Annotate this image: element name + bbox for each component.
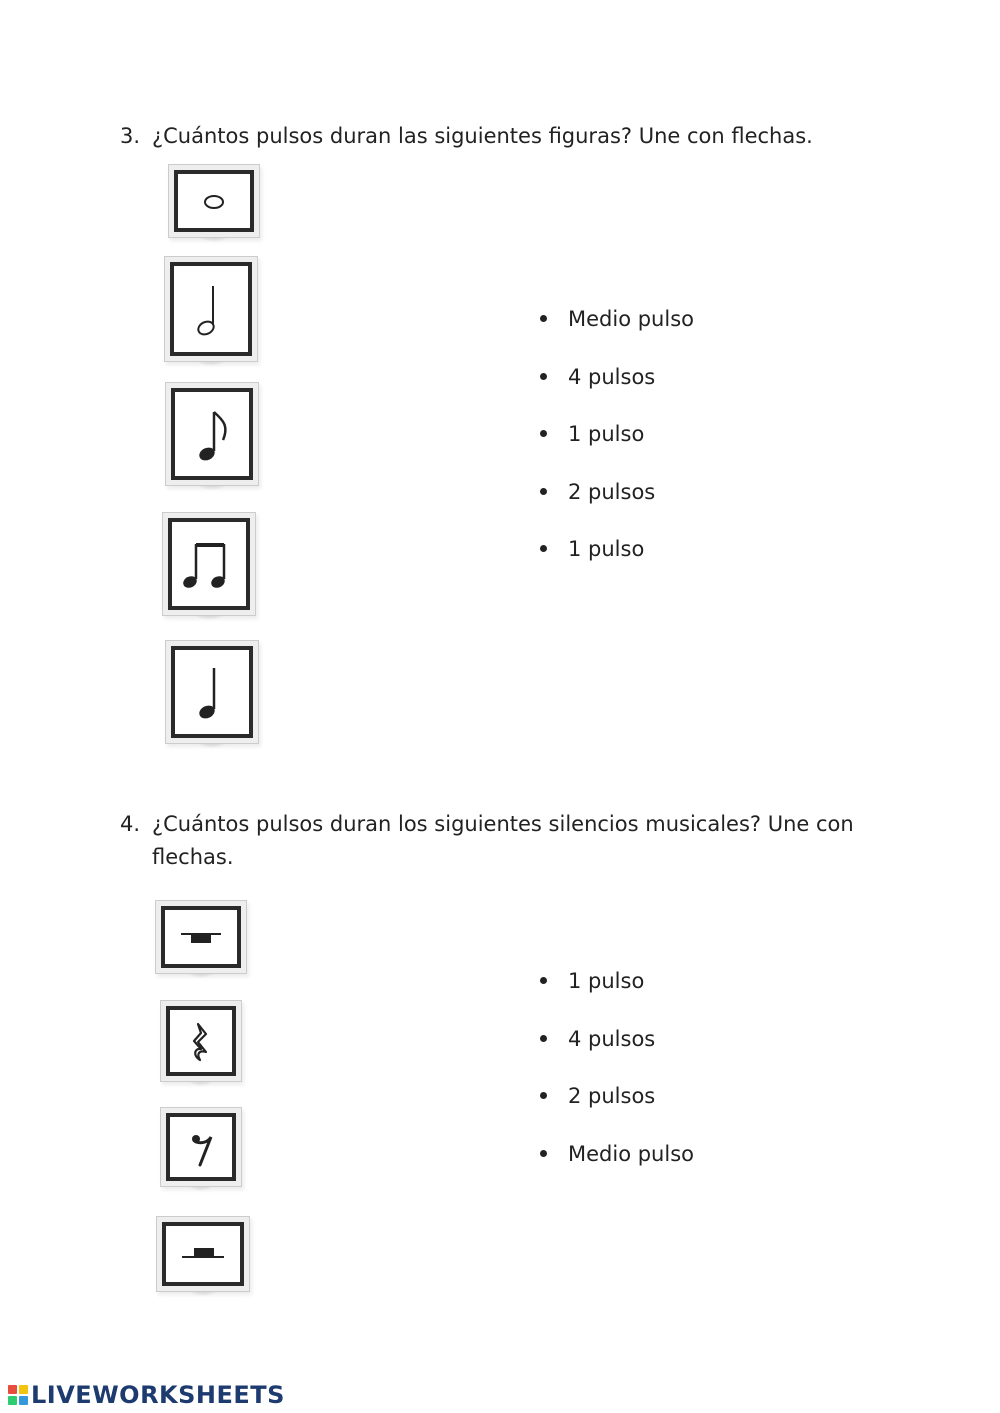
whole-note-card[interactable] <box>174 170 254 232</box>
half-rest-icon <box>162 1222 244 1286</box>
question-number: 4. <box>120 812 141 836</box>
option-label: Medio pulso <box>568 307 694 331</box>
quarter-rest-card[interactable] <box>166 1006 236 1076</box>
bullet <box>540 1035 547 1042</box>
logo-square <box>19 1396 28 1405</box>
bullet <box>540 1150 547 1157</box>
half-note-card[interactable] <box>170 262 252 356</box>
option-label: 1 pulso <box>568 969 645 993</box>
bullet <box>540 545 547 552</box>
option-label: 4 pulsos <box>568 1026 656 1051</box>
question-3 <box>120 120 920 153</box>
bullet <box>540 977 547 984</box>
half-rest-card[interactable] <box>162 1222 244 1286</box>
option-label: Medio pulso <box>568 1141 694 1166</box>
option-label: 1 pulso <box>568 422 645 447</box>
question-text: ¿Cuántos pulsos duran las siguientes figuras? Une con flechas. <box>152 124 813 148</box>
whole-rest-card[interactable] <box>161 906 241 968</box>
eighth-note-card[interactable] <box>171 388 253 480</box>
option-label: 4 pulsos <box>568 364 656 389</box>
logo-square <box>8 1385 17 1394</box>
question-text: ¿Cuántos pulsos duran los siguientes silencios musicales? Une con flechas. <box>152 812 854 869</box>
option-label: 2 pulsos <box>568 1084 656 1109</box>
bullet <box>540 373 547 380</box>
eighth-note-icon <box>171 388 253 480</box>
bullet <box>540 315 547 322</box>
half-note-icon <box>170 262 252 356</box>
option-label: 2 pulsos <box>568 479 656 504</box>
whole-note-icon <box>174 170 254 232</box>
eighth-rest-card[interactable] <box>166 1113 236 1181</box>
logo-square <box>19 1385 28 1394</box>
beamed-eighth-notes-icon <box>168 518 250 610</box>
logo-grid-icon <box>8 1385 28 1405</box>
logo-square <box>8 1396 17 1405</box>
question-4 <box>120 808 920 874</box>
option-label: 1 pulso <box>568 537 645 562</box>
bullet <box>540 488 547 495</box>
question-number: 3. <box>120 124 141 148</box>
liveworksheets-logo <box>8 1380 285 1410</box>
bullet <box>540 430 547 437</box>
bullet <box>540 1092 547 1099</box>
quarter-rest-icon <box>166 1006 236 1076</box>
quarter-note-card[interactable] <box>171 646 253 738</box>
quarter-note-icon <box>171 646 253 738</box>
eighth-rest-icon <box>166 1113 236 1181</box>
beamed-eighth-notes-card[interactable] <box>168 518 250 610</box>
whole-rest-icon <box>161 906 241 968</box>
brand-wordmark: LIVEWORKSHEETS <box>31 1381 285 1409</box>
